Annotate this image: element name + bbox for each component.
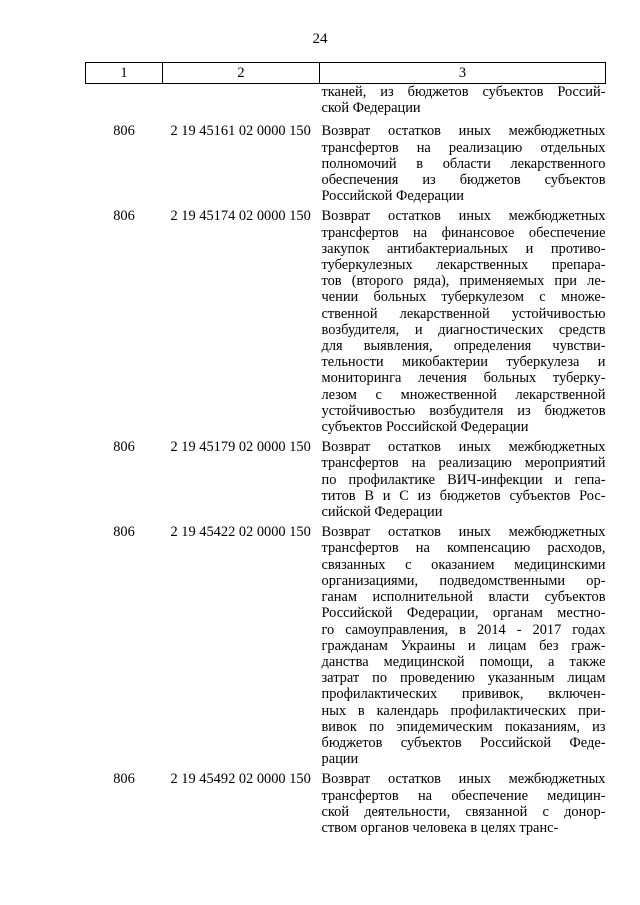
name-line: бюджетов субъектов Российской Феде- — [321, 734, 606, 751]
name-line: профилактических прививок, включен- — [321, 686, 606, 703]
name-line: трансфертов на обеспечение медицин- — [321, 787, 606, 804]
name-line: полномочий в области лекарственного — [321, 155, 606, 172]
income-name-cell — [320, 524, 606, 771]
name-line: Возврат остатков иных межбюджетных — [321, 771, 606, 788]
header-col-3: 3 — [320, 63, 606, 84]
name-line: обеспечения из бюджетов субъектов — [321, 172, 606, 189]
name-line: устойчивостью возбудителя из бюджетов — [321, 402, 606, 419]
name-line: организациями, подведомственными ор- — [321, 572, 606, 589]
header-col-1: 1 — [86, 63, 163, 84]
name-line: Российской Федерации — [321, 188, 464, 205]
name-line: для выявления, определения чувстви- — [321, 338, 606, 355]
admin-code-cell: 806 — [113, 123, 135, 140]
name-line: ных в календарь профилактических при- — [321, 702, 606, 719]
table-row — [86, 439, 606, 524]
table-row — [86, 524, 606, 771]
budget-code-cell: 2 19 45161 02 0000 150 — [170, 123, 311, 140]
page-number: 24 — [312, 31, 328, 47]
name-line: по профилактике ВИЧ-инфекции и гепа- — [321, 471, 606, 488]
name-line: трансфертов на реализацию мероприятий — [321, 455, 606, 472]
budget-code-cell: 2 19 45179 02 0000 150 — [170, 439, 311, 456]
name-line: закупок антибактериальных и противо- — [321, 240, 606, 257]
name-line: титов В и С из бюджетов субъектов Рос- — [321, 487, 606, 504]
name-line: трансфертов на компенсацию расходов, — [321, 540, 606, 557]
name-line: данства медицинской помощи, а также — [321, 653, 606, 670]
name-line: субъектов Российской Федерации — [321, 419, 529, 436]
name-line: затрат по проведению указанным лицам — [321, 670, 606, 687]
header-row — [86, 63, 606, 84]
name-line: возбудителя, и диагностических средств — [321, 321, 606, 338]
name-line: Возврат остатков иных межбюджетных — [321, 439, 606, 456]
admin-code-cell: 806 — [113, 208, 135, 225]
table-row — [86, 123, 606, 208]
name-line: ской Федерации — [321, 100, 421, 117]
continuation-name-cell — [320, 84, 606, 124]
name-line: Российской Федерации, органам местно- — [321, 605, 606, 622]
continuation-row — [86, 84, 606, 124]
name-line: ганам исполнительной власти субъектов — [321, 589, 606, 606]
income-name-cell — [320, 439, 606, 524]
name-line: ством органов человека в целях транс- — [321, 819, 559, 836]
name-line: Возврат остатков иных межбюджетных — [321, 208, 606, 225]
continuation-kbk-cell — [163, 84, 320, 124]
name-line: чении больных туберкулезом с множе- — [321, 289, 606, 306]
name-line: го самоуправления, в 2014 - 2017 годах — [321, 621, 606, 638]
budget-code-cell: 2 19 45422 02 0000 150 — [170, 524, 311, 541]
admin-code-cell: 806 — [113, 439, 135, 456]
continuation-code-cell — [86, 84, 163, 124]
budget-codes-table — [85, 62, 606, 840]
admin-code-cell: 806 — [113, 524, 135, 541]
name-line: связанных с оказанием медицинскими — [321, 556, 606, 573]
name-line: туберкулезных лекарственных препара- — [321, 257, 606, 274]
table-body — [86, 84, 606, 841]
name-line: гражданам Украины и лицам без граж- — [321, 637, 606, 654]
name-line: Возврат остатков иных межбюджетных — [321, 524, 606, 541]
income-name-cell — [320, 123, 606, 208]
header-col-2: 2 — [163, 63, 320, 84]
name-line: лезом с множественной лекарственной — [321, 386, 606, 403]
name-line: сийской Федерации — [321, 504, 443, 521]
income-name-cell — [320, 208, 606, 439]
name-line: ственной лекарственной устойчивостью — [321, 305, 606, 322]
name-line: тов (второго ряда), применяемых при ле- — [321, 273, 606, 290]
income-name-cell — [320, 771, 606, 840]
admin-code-cell: 806 — [113, 771, 135, 788]
table-row — [86, 771, 606, 840]
budget-code-cell: 2 19 45174 02 0000 150 — [170, 208, 311, 225]
name-line: мониторинга лечения больных туберку- — [321, 370, 606, 387]
name-line: трансфертов на финансовое обеспечение — [321, 224, 606, 241]
name-line: вивок по эпидемическим показаниям, из — [321, 718, 606, 735]
name-line: Возврат остатков иных межбюджетных — [321, 123, 606, 140]
name-line: трансфертов на реализацию отдельных — [321, 139, 606, 156]
table-row — [86, 208, 606, 439]
name-line: тельности микобактерии туберкулеза и — [321, 354, 606, 371]
name-line: тканей, из бюджетов субъектов Россий- — [321, 84, 606, 100]
budget-code-cell: 2 19 45492 02 0000 150 — [170, 771, 311, 788]
name-line: ской деятельности, связанной с донор- — [321, 803, 606, 820]
name-line: рации — [321, 751, 359, 768]
